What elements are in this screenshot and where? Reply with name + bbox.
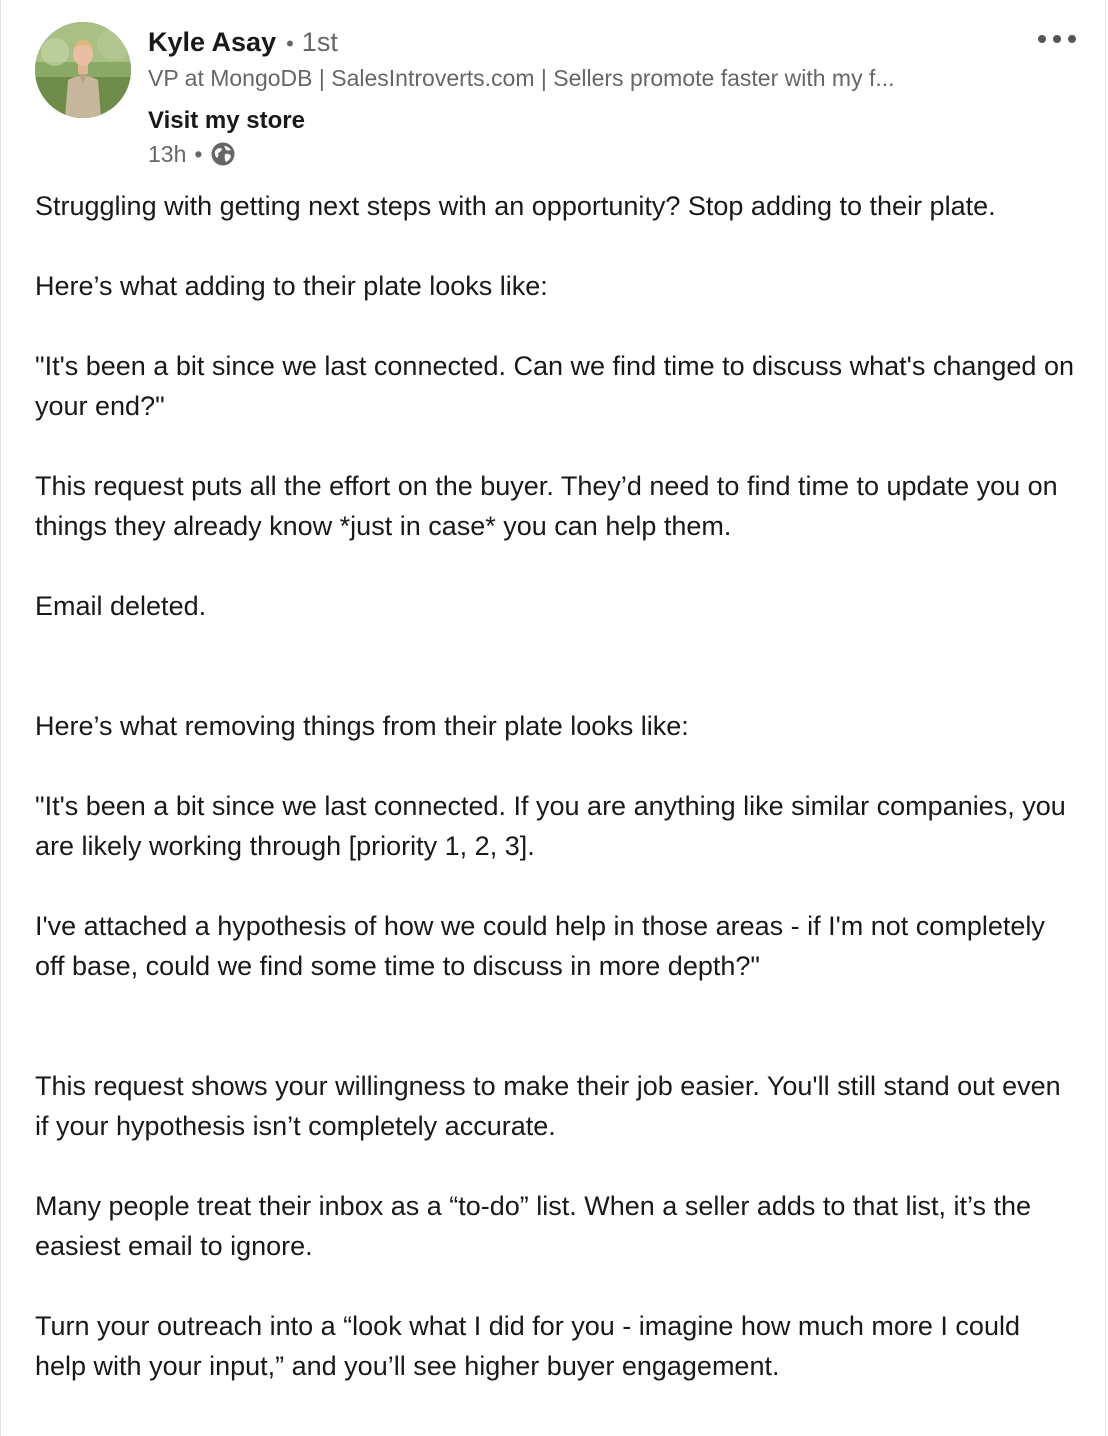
post-paragraph: Struggling with getting next steps with an opportunity? Stop adding to their plate. xyxy=(35,191,996,221)
post-text xyxy=(35,186,1075,1426)
author-name-row xyxy=(148,26,338,60)
post-time: 13h xyxy=(148,141,187,167)
more-options-button[interactable] xyxy=(1029,26,1085,52)
visit-store-link[interactable]: Visit my store xyxy=(148,107,305,134)
post-paragraph: Here’s what removing things from their plate looks like: xyxy=(35,711,689,741)
post-paragraph: Many people treat their inbox as a “to-do” list. When a seller adds to that list, it’s the easiest email to ignore. xyxy=(35,1191,1031,1261)
separator-dot: • xyxy=(286,31,294,56)
globe-icon xyxy=(210,141,236,167)
post-paragraph: I've attached a hypothesis of how we could help in those areas - if I'm not completely off base, could we find some time to discuss in more depth?" xyxy=(35,911,1045,981)
post-paragraph: This request shows your willingness to make their job easier. You'll still stand out even if your hypothesis isn’t completely accurate. xyxy=(35,1071,1061,1141)
post-meta xyxy=(148,139,236,169)
author-name[interactable]: Kyle Asay xyxy=(148,27,277,57)
connection-degree: 1st xyxy=(301,27,338,57)
author-avatar[interactable] xyxy=(35,22,131,118)
post-paragraph: Turn your outreach into a “look what I did for you - imagine how much more I could help with your input,” and you’ll see higher buyer engagement. xyxy=(35,1311,1020,1381)
post-paragraph: This request puts all the effort on the buyer. They’d need to find time to update you on things they already know *just in case* you can help them. xyxy=(35,471,1058,541)
author-headline: VP at MongoDB | SalesIntroverts.com | Sellers promote faster with my f... xyxy=(148,65,895,91)
separator-dot: • xyxy=(194,141,203,167)
post-paragraph: Here’s what adding to their plate looks like: xyxy=(35,271,548,301)
post-paragraph: "It's been a bit since we last connected. Can we find time to discuss what's changed on your end?" xyxy=(35,351,1074,421)
more-horizontal-icon xyxy=(1038,35,1046,43)
post-paragraph: "It's been a bit since we last connected. If you are anything like similar companies, you are likely working through [priority 1, 2, 3]. xyxy=(35,791,1066,861)
post-paragraph: Email deleted. xyxy=(35,591,207,621)
